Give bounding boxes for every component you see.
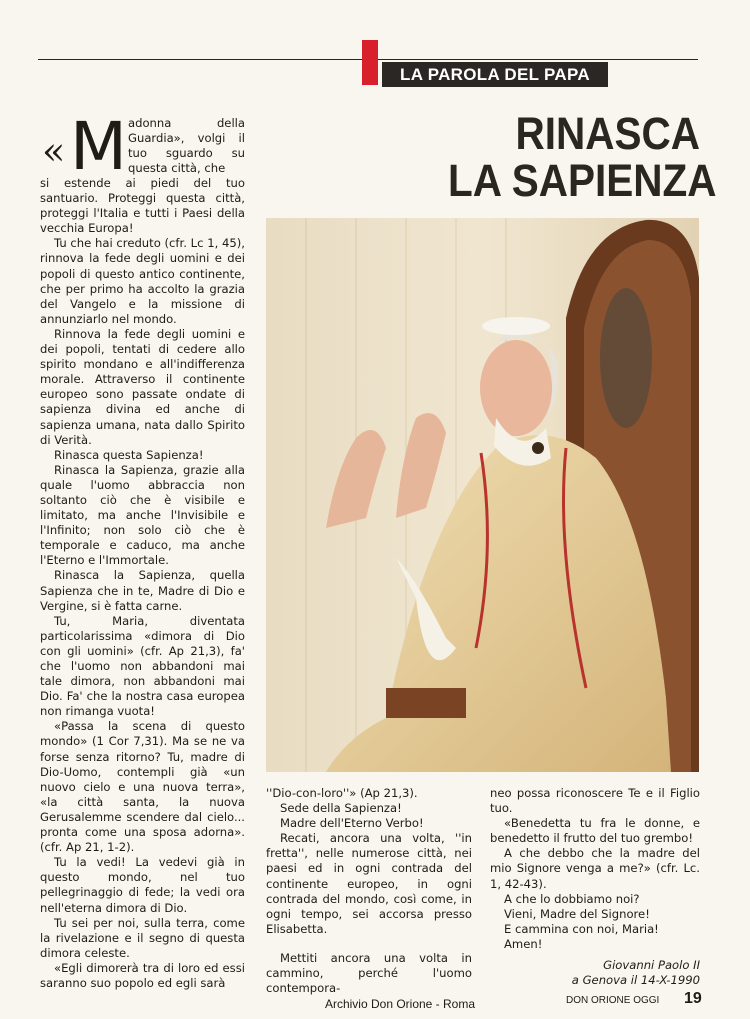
section-red-marker: [362, 40, 378, 85]
paragraph: Mettiti ancora una volta in cammino, perché l'uomo contempora-: [266, 950, 472, 996]
column-1: [40, 108, 245, 991]
title-line-2: LA SAPIENZA: [448, 155, 717, 206]
signature-name: Giovanni Paolo II: [603, 958, 700, 973]
paragraph: Madre dell'Eterno Verbo!: [280, 816, 424, 831]
paragraph: E cammina con noi, Maria!: [504, 921, 659, 936]
paragraph: Recati, ancora una volta, ''in fretta'', nelle numerose città, nei paesi ed in ogni contrada del continente europeo, in ogni contrada del mondo, così come, in ogni tempo, sei accorsa presso Elisabetta.: [266, 831, 472, 936]
paragraph: Rinasca la Sapienza, quella Sapienza che in te, Madre di Dio e Vergine, si è fatta carne.: [40, 568, 245, 613]
dropcap-block: [40, 108, 245, 185]
paragraph: «Benedetta tu fra le donne, e benedetto il frutto del tuo grembo!: [490, 816, 700, 846]
dropcap-text: [128, 116, 245, 176]
paragraph: «Passa la scena di questo mondo» (1 Cor 7,31). Ma se ne va forse senza ritorno? Tu, madre di Dio-Uomo, contempli già «un nuovo cielo e una nuova terra», «la città santa, la nuova Gerusalemme scendere dal cielo... pronta come una sposa adorna». (cfr. Ap 21, 1-2).: [40, 719, 245, 855]
column-2: [266, 786, 472, 996]
paragraph: «Egli dimorerà tra di loro ed essi saranno suo popolo ed egli sarà: [40, 960, 245, 990]
paragraph: si estende ai piedi del tuo santuario. Proteggi questa città, proteggi l'Italia e tutti i Paesi della vecchia Europa!: [40, 176, 245, 236]
magazine-name: DON ORIONE OGGI: [566, 995, 660, 1006]
column-3: [490, 786, 700, 988]
archive-credit: Archivio Don Orione - Roma: [324, 997, 476, 1011]
signature-place: a Genova il 14-X-1990: [571, 973, 700, 988]
title-line-1: RINASCA: [515, 108, 700, 159]
section-label: LA PAROLA DEL PAPA: [382, 62, 608, 87]
paragraph: adonna della Guardia», volgi il tuo sguardo su questa città, che: [128, 116, 245, 176]
paragraph: Tu, Maria, diventata particolarissima «dimora di Dio con gli uomini» (cfr. Ap 21,3), fa' che l'uomo non abbandoni mai tale dimora, non abbandoni mai Dio. Fa' che la nostra casa europea non rimanga vuota!: [40, 613, 245, 719]
paragraph: neo possa riconoscere Te e il Figlio tuo.: [490, 786, 700, 816]
paragraph: Rinnova la fede degli uomini e dei popoli, tentati di cedere allo spirito mondano e all'indifferenza morale. Attraverso il continente europeo sono passate ondate di sapienza divina ed anche di sapienza umana, nata dallo Spirito di Verità.: [40, 326, 245, 447]
pope-photo-illustration: [266, 218, 699, 772]
paragraph: Tu che hai creduto (cfr. Lc 1, 45), rinnova la fede degli uomini e dei popoli di questo antico continente, che per primo ha accolto la grazia del Vangelo e la missione di annunziarlo nel mondo.: [40, 236, 245, 326]
paragraph: Vieni, Madre del Signore!: [504, 906, 650, 921]
paragraph: A che lo dobbiamo noi?: [504, 891, 640, 906]
paragraph: Rinasca la Sapienza, grazie alla quale l'uomo abbraccia non soltanto ciò che è visibile e limitato, ma anche l'Invisibile e l'Infinito; non solo ciò che è temporale e caduco, ma anche l'Eterno e l'Immortale.: [40, 462, 245, 568]
paragraph: Rinasca questa Sapienza!: [54, 447, 204, 462]
page-number: 19: [684, 990, 702, 1007]
article-title: [448, 108, 717, 206]
paragraph: Tu sei per noi, sulla terra, come la rivelazione e il segno di questa dimora celeste.: [40, 915, 245, 960]
dropcap-letter: M: [70, 108, 127, 185]
paragraph: A che debbo che la madre del mio Signore venga a me?» (cfr. Lc. 1, 42-43).: [490, 846, 700, 891]
dropcap-quote: «: [42, 129, 66, 173]
paragraph: ''Dio-con-loro''» (Ap 21,3).: [266, 786, 418, 800]
paragraph: Amen!: [504, 936, 543, 951]
pope-photo: [266, 218, 699, 772]
paragraph: Sede della Sapienza!: [280, 801, 402, 816]
paragraph: Tu la vedi! La vedevi già in questo mondo, nel tuo pellegrinaggio di fede; la vedi ora nell'eterna dimora di Dio.: [40, 855, 245, 915]
